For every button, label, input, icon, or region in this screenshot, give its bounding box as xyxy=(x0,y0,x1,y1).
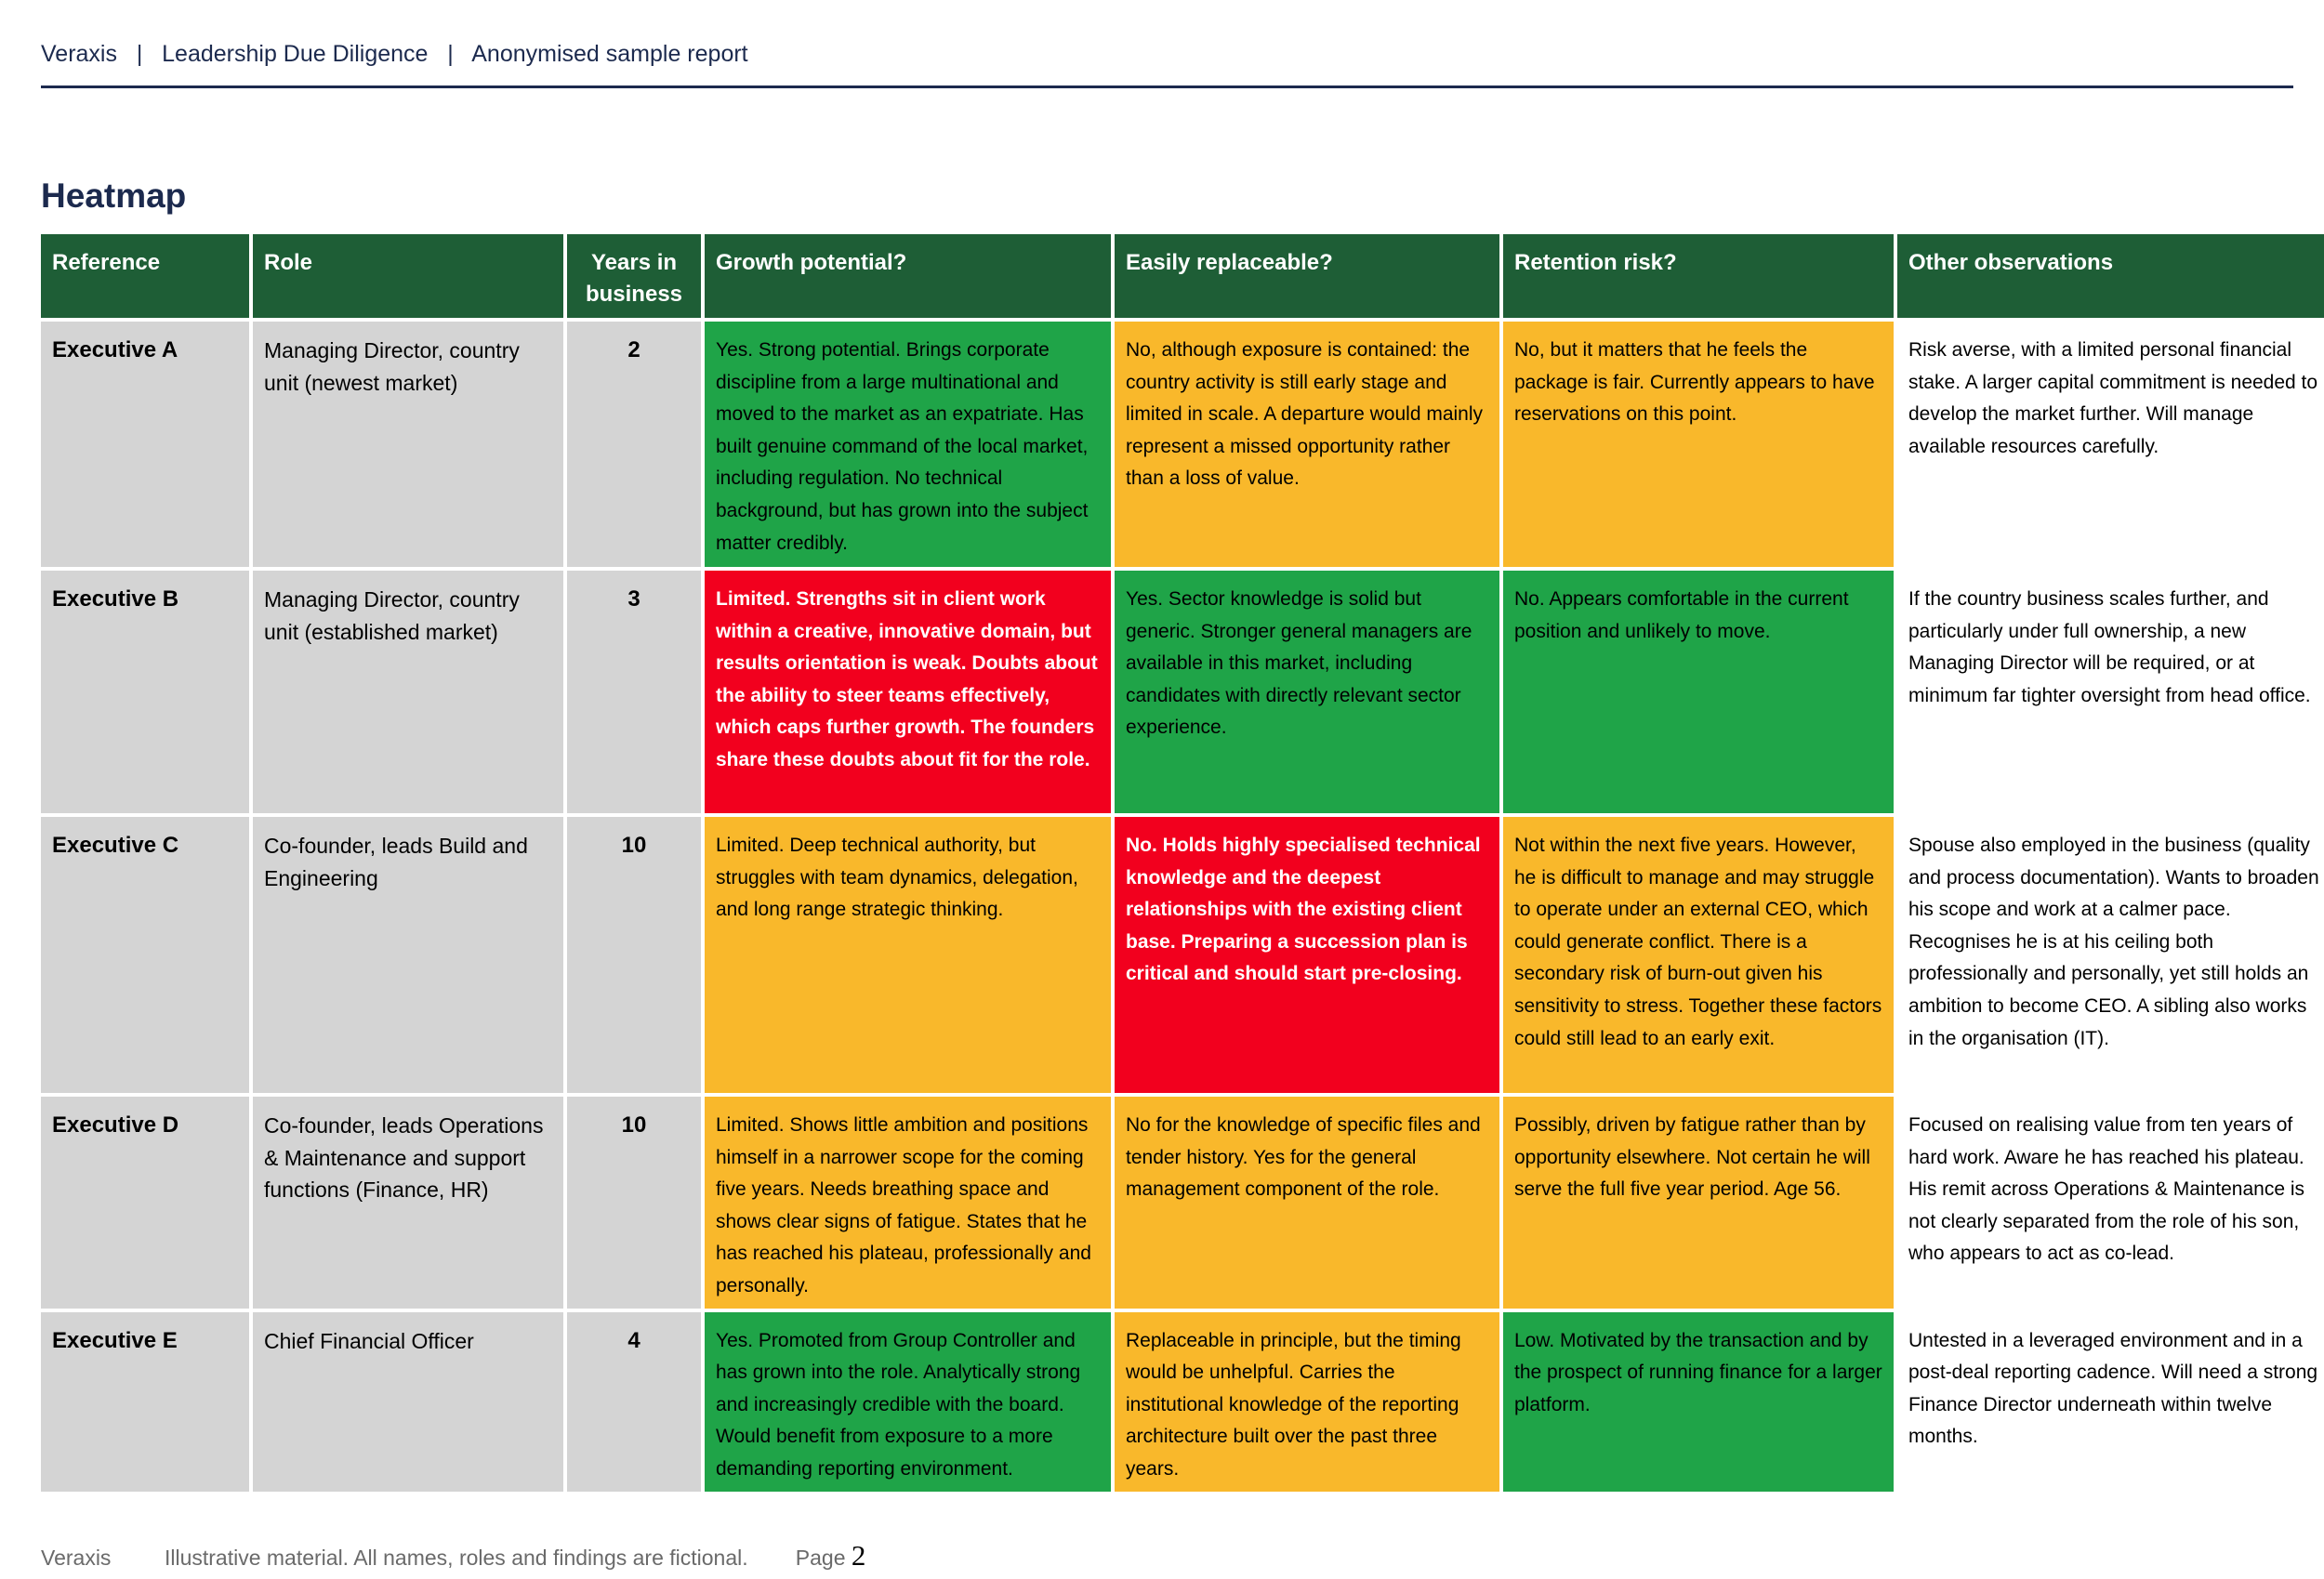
cell-years: 4 xyxy=(567,1312,701,1495)
page-title: Heatmap xyxy=(41,177,187,215)
cell-easily-replaceable: No for the knowledge of specific files and tender history. Yes for the general management component of the role. xyxy=(1115,1097,1499,1312)
header-subtitle: Anonymised sample report xyxy=(471,41,748,67)
cell-easily-replaceable: Replaceable in principle, but the timing would be unhelpful. Carries the institutional knowledge of the reporting architecture built over the past three years. xyxy=(1115,1312,1499,1495)
header-report-name: Leadership Due Diligence xyxy=(162,41,429,67)
column-header-replaceable: Easily replaceable? xyxy=(1115,234,1499,322)
header-separator: | xyxy=(116,41,163,67)
cell-reference: Executive A xyxy=(41,322,249,571)
footer-disclaimer: Illustrative material. All names, roles and findings are fictional. xyxy=(164,1546,748,1570)
cell-other-observations: Focused on realising value from ten years of hard work. Aware he has reached his plateau. His remit across Operations & Maintenance is not clearly separated from the role of his son, who appears to act as co-lead. xyxy=(1897,1097,2324,1312)
cell-reference: Executive E xyxy=(41,1312,249,1495)
column-header-years: Years in business xyxy=(567,234,701,322)
header-brand: Veraxis xyxy=(41,41,117,67)
header-separator: | xyxy=(428,41,472,67)
cell-growth-potential: Limited. Deep technical authority, but struggles with team dynamics, delegation, and long range strategic thinking. xyxy=(705,817,1111,1097)
cell-reference: Executive D xyxy=(41,1097,249,1312)
table-row xyxy=(41,571,2324,817)
heatmap-table xyxy=(37,234,2324,1495)
cell-easily-replaceable: No, although exposure is contained: the country activity is still early stage and limited in scale. A departure would mainly represent a missed opportunity rather than a loss of value. xyxy=(1115,322,1499,571)
cell-easily-replaceable: Yes. Sector knowledge is solid but generic. Stronger general managers are available in this market, including candidates with directly relevant sector experience. xyxy=(1115,571,1499,817)
cell-retention-risk: No, but it matters that he feels the package is fair. Currently appears to have reservations on this point. xyxy=(1503,322,1894,571)
footer-page-number: 2 xyxy=(851,1539,866,1572)
cell-retention-risk: Low. Motivated by the transaction and by the prospect of running finance for a larger platform. xyxy=(1503,1312,1894,1495)
cell-years: 3 xyxy=(567,571,701,817)
footer-brand: Veraxis xyxy=(41,1546,112,1570)
cell-role: Co-founder, leads Operations & Maintenance and support functions (Finance, HR) xyxy=(253,1097,563,1312)
cell-years: 10 xyxy=(567,1097,701,1312)
column-header-growth: Growth potential? xyxy=(705,234,1111,322)
cell-years: 2 xyxy=(567,322,701,571)
cell-other-observations: Spouse also employed in the business (quality and process documentation). Wants to broaden his scope and work at a calmer pace. Recognises he is at his ceiling both professionally and personally, yet still holds an ambition to become CEO. A sibling also works in the organisation (IT). xyxy=(1897,817,2324,1097)
table-row xyxy=(41,817,2324,1097)
table-header-row xyxy=(41,234,2324,322)
cell-reference: Executive B xyxy=(41,571,249,817)
cell-growth-potential: Limited. Shows little ambition and positions himself in a narrower scope for the coming five years. Needs breathing space and shows clear signs of fatigue. States that he has reached his plateau, professionally and personally. xyxy=(705,1097,1111,1312)
cell-role: Managing Director, country unit (established market) xyxy=(253,571,563,817)
cell-other-observations: Untested in a leveraged environment and in a post-deal reporting cadence. Will need a strong Finance Director underneath within twelve months. xyxy=(1897,1312,2324,1495)
table-row xyxy=(41,1312,2324,1495)
column-header-observations: Other observations xyxy=(1897,234,2324,322)
cell-other-observations: If the country business scales further, and particularly under full ownership, a new Managing Director will be required, or at minimum far tighter oversight from head office. xyxy=(1897,571,2324,817)
cell-role: Co-founder, leads Build and Engineering xyxy=(253,817,563,1097)
cell-growth-potential: Yes. Promoted from Group Controller and has grown into the role. Analytically strong and increasingly credible with the board. Would benefit from exposure to a more demanding reporting environment. xyxy=(705,1312,1111,1495)
cell-other-observations: Risk averse, with a limited personal financial stake. A larger capital commitment is needed to develop the market further. Will manage available resources carefully. xyxy=(1897,322,2324,571)
cell-retention-risk: No. Appears comfortable in the current position and unlikely to move. xyxy=(1503,571,1894,817)
column-header-retention: Retention risk? xyxy=(1503,234,1894,322)
cell-role: Chief Financial Officer xyxy=(253,1312,563,1495)
column-header-reference: Reference xyxy=(41,234,249,322)
cell-growth-potential: Limited. Strengths sit in client work within a creative, innovative domain, but results orientation is weak. Doubts about the ability to steer teams effectively, which caps further growth. The founders share these doubts about fit for the role. xyxy=(705,571,1111,817)
cell-growth-potential: Yes. Strong potential. Brings corporate discipline from a large multinational and moved to the market as an expatriate. Has built genuine command of the local market, including regulation. No technical background, but has grown into the subject matter credibly. xyxy=(705,322,1111,571)
table-row xyxy=(41,1097,2324,1312)
column-header-role: Role xyxy=(253,234,563,322)
table-row xyxy=(41,322,2324,571)
footer-page-label: Page xyxy=(795,1546,846,1570)
page-footer xyxy=(41,1539,865,1572)
cell-retention-risk: Possibly, driven by fatigue rather than by opportunity elsewhere. Not certain he will serve the full five year period. Age 56. xyxy=(1503,1097,1894,1312)
cell-role: Managing Director, country unit (newest market) xyxy=(253,322,563,571)
cell-reference: Executive C xyxy=(41,817,249,1097)
cell-easily-replaceable: No. Holds highly specialised technical knowledge and the deepest relationships with the existing client base. Preparing a succession plan is critical and should start pre-closing. xyxy=(1115,817,1499,1097)
report-header xyxy=(41,41,2293,88)
cell-years: 10 xyxy=(567,817,701,1097)
cell-retention-risk: Not within the next five years. However, he is difficult to manage and may struggle to operate under an external CEO, which could generate conflict. There is a secondary risk of burn-out given his sensitivity to stress. Together these factors could still lead to an early exit. xyxy=(1503,817,1894,1097)
